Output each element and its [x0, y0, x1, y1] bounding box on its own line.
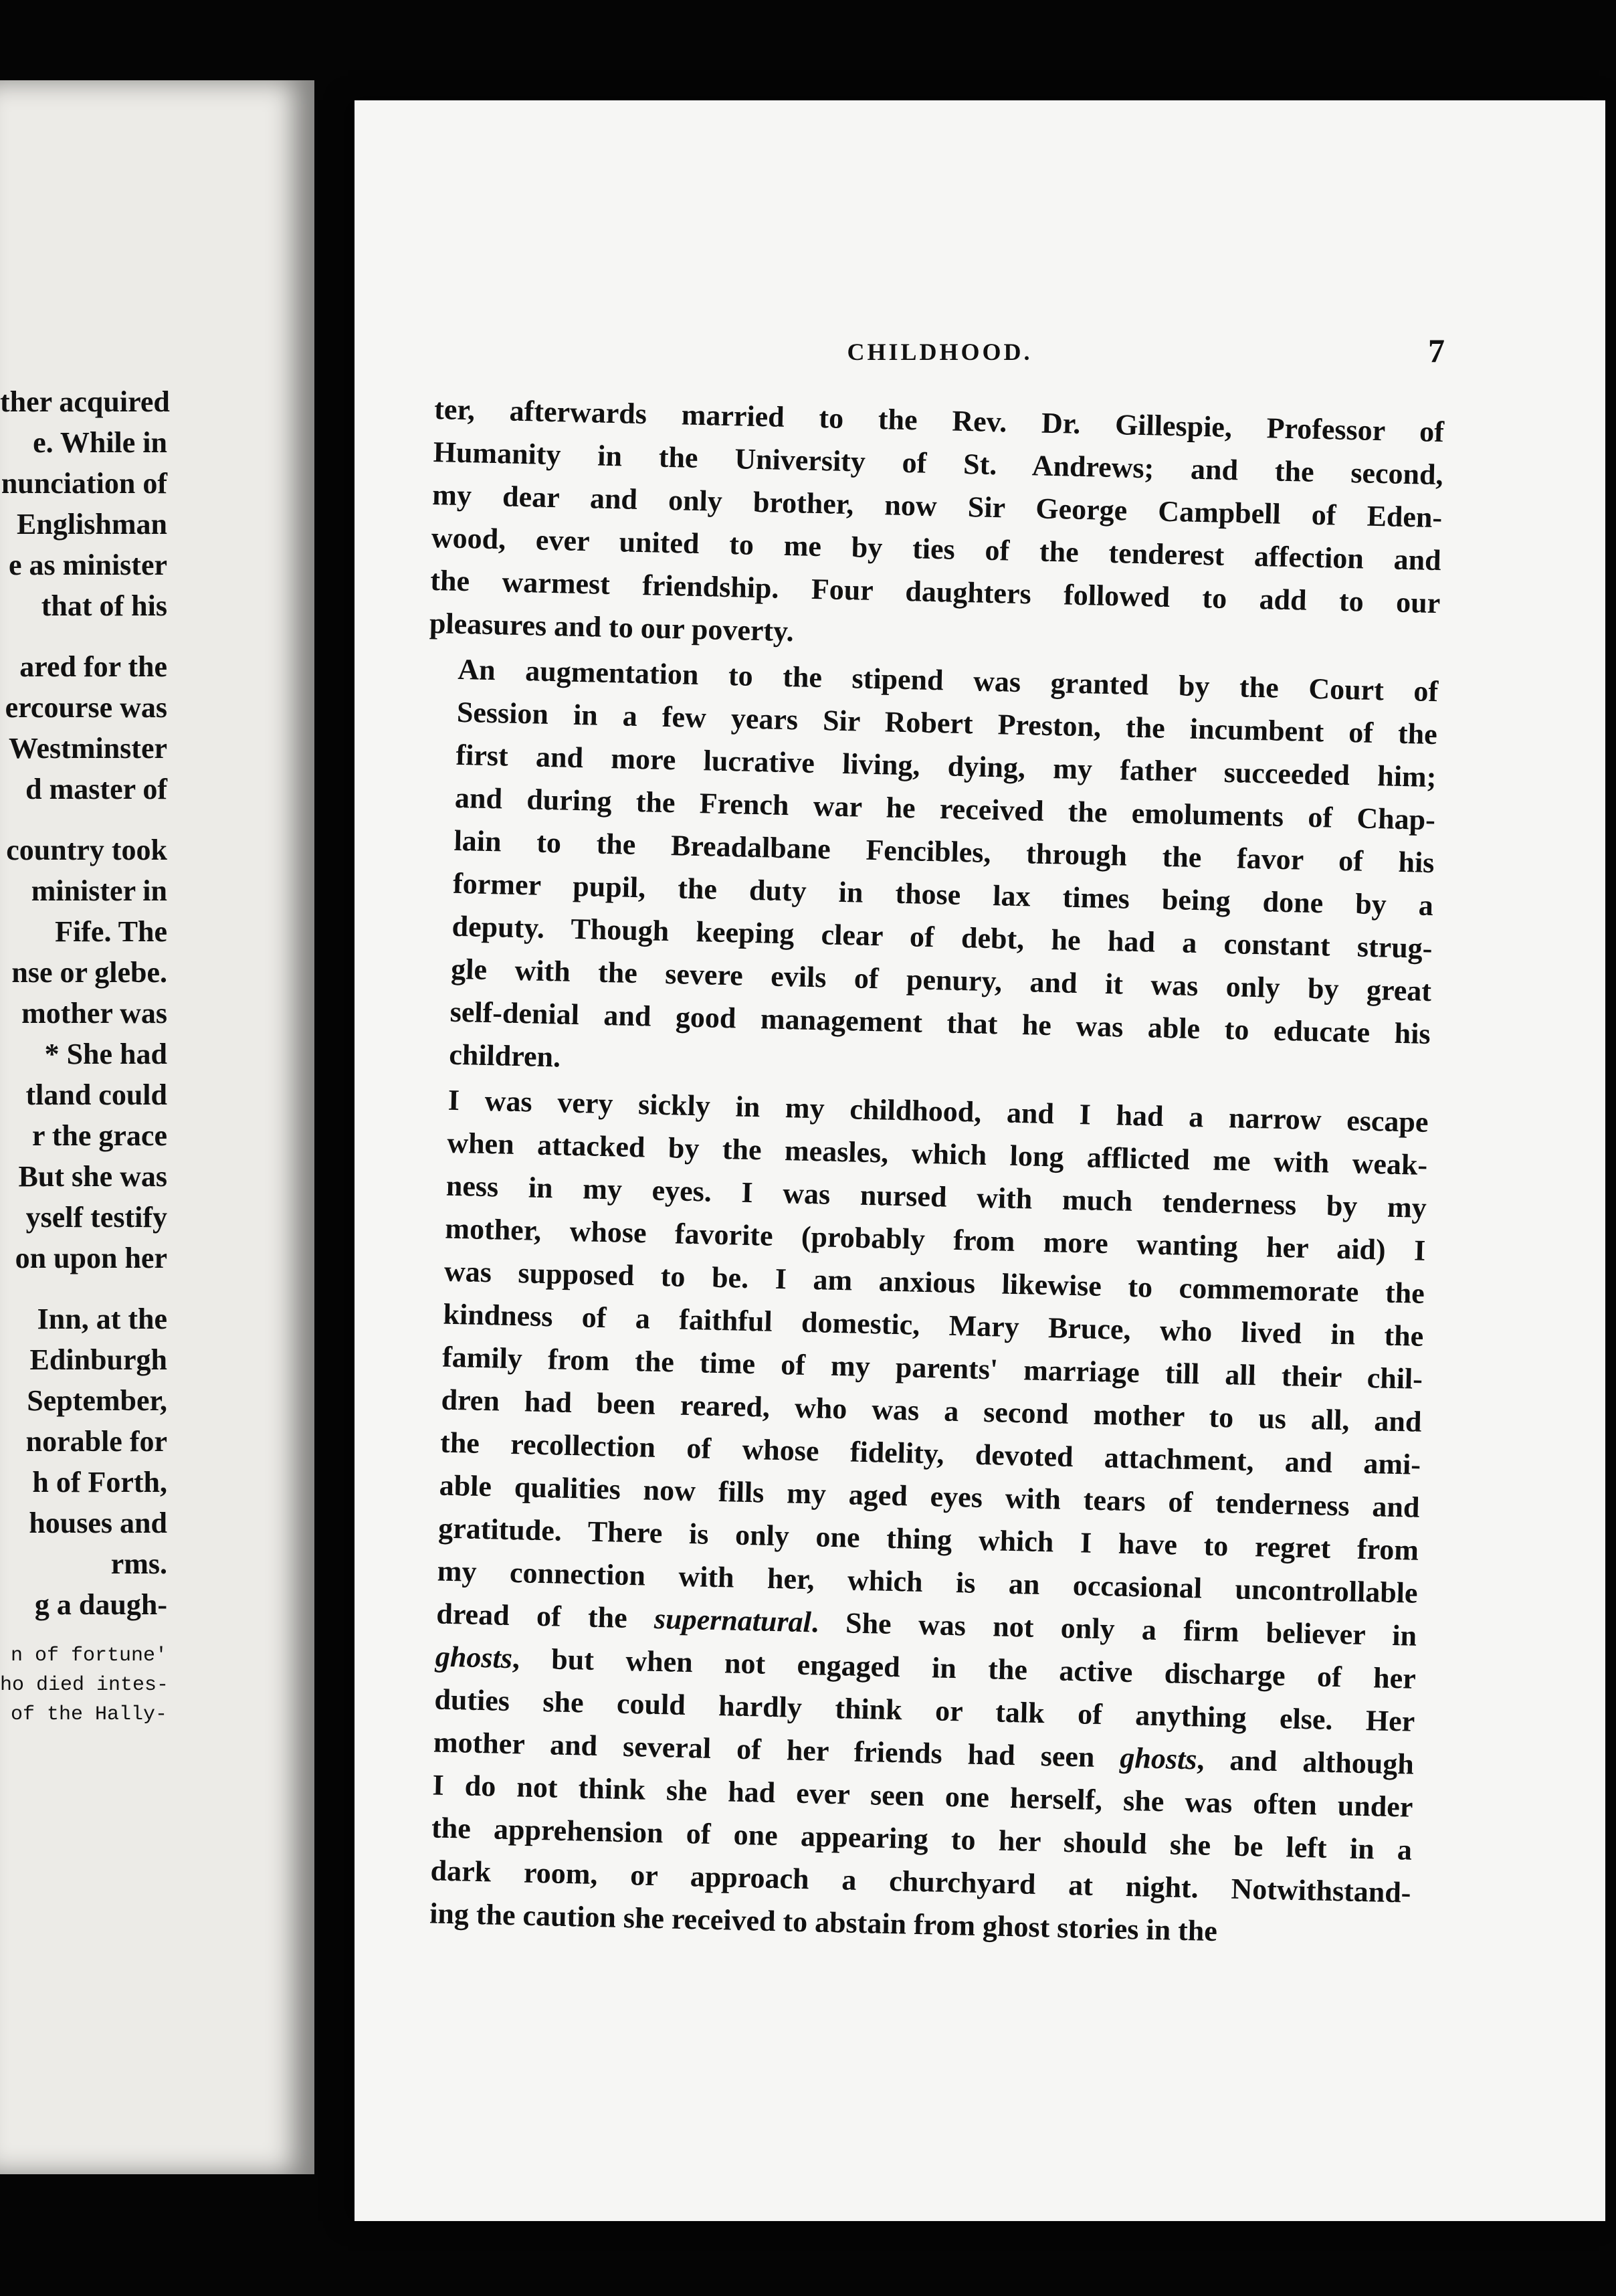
left-footnote-line: ho died intes-: [0, 1674, 169, 1697]
text-line: gratitude. There is only one thing which I have to regret from: [437, 1511, 1419, 1567]
left-line: on upon her: [15, 1242, 167, 1274]
text-line: ing the caution she received to abstain from ghost stories in the: [429, 1897, 1218, 1948]
left-line: Englishman: [17, 508, 167, 541]
text-line: mother and several of her friends had seen ghosts, and although: [433, 1725, 1415, 1781]
text-line: I do not think she had ever seen one herself, she was often under: [432, 1768, 1413, 1824]
left-line: ther acquired: [0, 385, 170, 418]
text-line: gle with the severe evils of penury, and it was only by great: [450, 952, 1432, 1008]
left-line: tland could: [25, 1078, 167, 1111]
body-text: [400, 388, 1445, 1957]
paragraph: [429, 388, 1444, 668]
left-line: But she was: [18, 1160, 167, 1193]
left-line: September,: [27, 1384, 167, 1417]
text-line: my dear and only brother, now Sir George Campbell of Eden-: [431, 478, 1443, 535]
left-line: that of his: [41, 589, 167, 622]
text-line: lain to the Breadalbane Fencibles, through the favor of his: [453, 824, 1435, 880]
text-line: and during the French war he received the emoluments of Chap-: [454, 781, 1436, 837]
text-line: pleasures and to our poverty.: [429, 606, 795, 648]
text-line: ter, afterwards married to the Rev. Dr. Gillespie, Professor of: [433, 392, 1445, 449]
text-line: first and more lucrative living, dying, my father succeeded him;: [456, 738, 1437, 794]
left-line: e as minister: [8, 549, 167, 581]
running-head: CHILDHOOD.: [847, 339, 1033, 365]
text-line: Session in a few years Sir Robert Preston, the incumbent of the: [456, 695, 1438, 751]
left-line: houses and: [29, 1507, 167, 1539]
left-line: g a daugh-: [34, 1588, 167, 1621]
text-line: An augmentation to the stipend was granted by the Court of: [457, 652, 1439, 708]
left-line: nunciation of: [1, 467, 167, 500]
text-line: wood, ever united to me by ties of the tenderest affection and: [431, 520, 1442, 577]
text-line: dread of the supernatural. She was not only a firm believer in: [435, 1597, 1417, 1652]
text-line: children.: [448, 1038, 561, 1074]
left-line: Inn, at the: [37, 1303, 167, 1335]
text-line: the apprehension of one appearing to her should she be left in a: [431, 1811, 1413, 1867]
left-page-text: [0, 381, 170, 1729]
left-line: minister in: [31, 874, 167, 907]
text-line: mother, whose favorite (probably from more wanting her aid) I: [444, 1212, 1426, 1267]
left-page: [0, 80, 314, 2174]
left-line: d master of: [25, 773, 167, 805]
text-line: dren had been reared, who was a second mother to us all, and: [441, 1383, 1422, 1438]
left-line: mother was: [21, 997, 167, 1030]
left-line: e. While in: [33, 426, 167, 459]
left-line: rms.: [110, 1547, 167, 1580]
left-footnote-line: n of fortune': [10, 1644, 167, 1667]
left-line: Fife. The: [55, 915, 167, 948]
text-line: the warmest friendship. Four daughters followed to add to our: [429, 563, 1441, 620]
left-line: h of Forth,: [32, 1466, 167, 1499]
paragraph: [400, 1078, 1429, 1957]
left-line: Westminster: [8, 732, 167, 765]
text-line: family from the time of my parents' marriage till all their chil-: [441, 1340, 1423, 1396]
text-line: dark room, or approach a churchyard at night. Notwithstand-: [430, 1854, 1411, 1909]
page-header: [435, 331, 1445, 385]
left-line: r the grace: [32, 1119, 167, 1152]
text-line: I was very sickly in my childhood, and I had a narrow escape: [447, 1083, 1429, 1139]
text-line: was supposed to be. I am anxious likewise to commemorate the: [443, 1254, 1425, 1310]
left-line: ared for the: [19, 650, 167, 683]
text-line: former pupil, the duty in those lax times being done by a: [452, 866, 1434, 923]
right-page: [355, 100, 1605, 2221]
text-line: deputy. Though keeping clear of debt, he had a constant strug-: [451, 909, 1433, 965]
left-line: norable for: [25, 1425, 167, 1458]
left-line: * She had: [44, 1038, 167, 1070]
text-line: ghosts, but when not engaged in the active discharge of her: [435, 1640, 1417, 1695]
left-line: nse or glebe.: [11, 956, 167, 989]
left-line: yself testify: [25, 1201, 167, 1234]
left-line: country took: [6, 834, 167, 866]
text-line: self-denial and good management that he was able to educate his: [449, 995, 1431, 1051]
text-line: Humanity in the University of St. Andrews; and the second,: [433, 435, 1444, 492]
left-line: Edinburgh: [29, 1343, 167, 1376]
text-line: my connection with her, which is an occasional uncontrollable: [437, 1554, 1419, 1610]
paragraph: [419, 648, 1439, 1098]
text-line: kindness of a faithful domestic, Mary Bruce, who lived in the: [443, 1297, 1424, 1353]
left-line: ercourse was: [5, 691, 167, 724]
text-line: duties she could hardly think or talk of anything else. Her: [433, 1683, 1415, 1738]
text-line: the recollection of whose fidelity, devoted attachment, and ami-: [439, 1426, 1421, 1481]
text-line: able qualities now fills my aged eyes with tears of tenderness and: [439, 1468, 1421, 1524]
page-number: 7: [1428, 332, 1445, 369]
text-line: ness in my eyes. I was nursed with much tenderness by my: [445, 1169, 1427, 1224]
left-footnote-line: of the Hally-: [10, 1703, 167, 1726]
text-line: when attacked by the measles, which long afflicted me with weak-: [446, 1126, 1428, 1181]
